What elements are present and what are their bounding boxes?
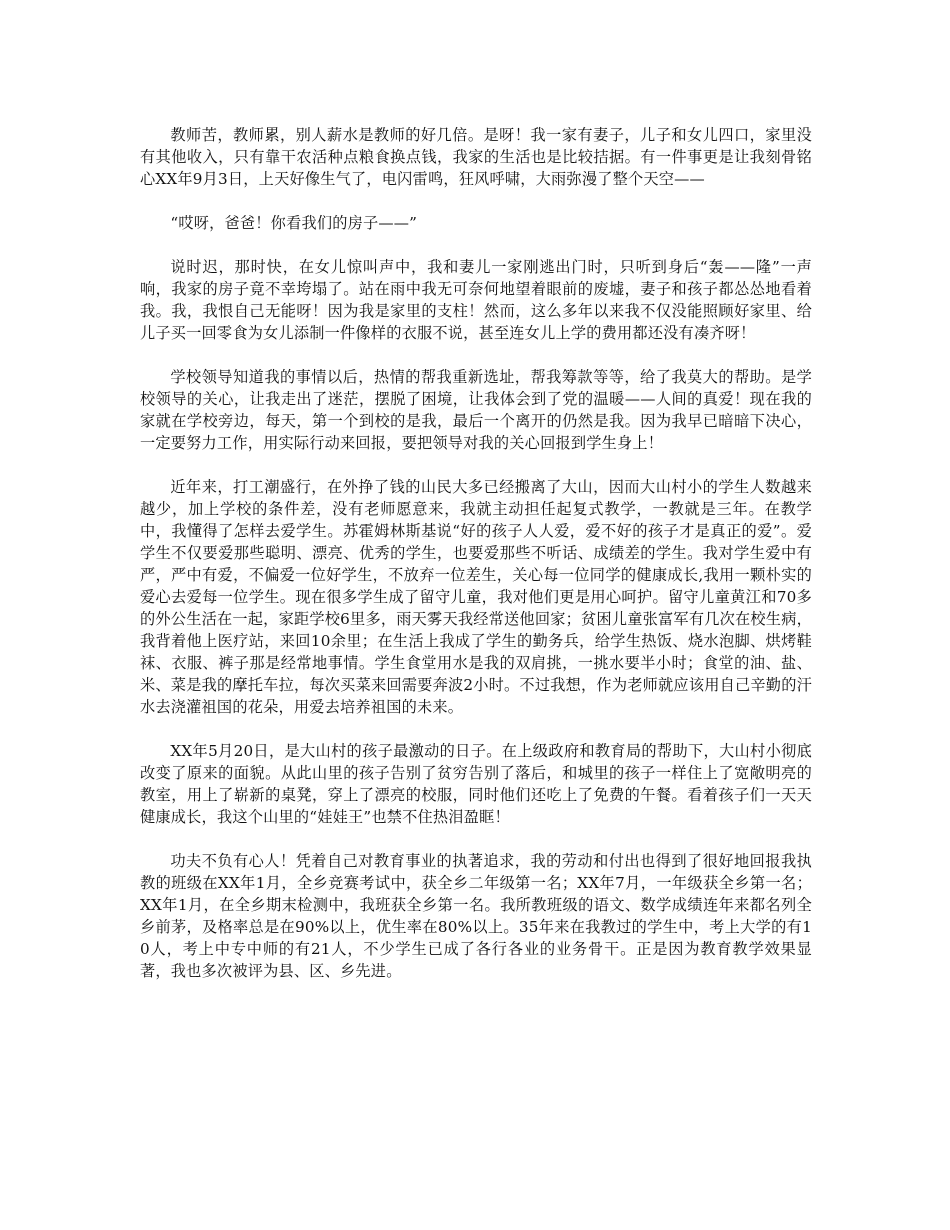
paragraph-teaching-love: 近年来，打工潮盛行，在外挣了钱的山民大多已经搬离了大山，因而大山村小的学生人数越来越少，加上学校的条件差，没有老师愿意来，我就主动担任起复式教学，一教就是三年。在教学中，我懂得了怎样去爱学生。苏霍姆林斯基说“好的孩子人人爱，爱不好的孩子才是真正的爱”。爱学生不仅要爱那些聪明、漂亮、优秀的学生，也要爱那些不听话、成绩差的学生。我对学生爱中有严，严中有爱，不偏爱一位好学生，不放弃一位差生，关心每一位同学的健康成长,我用一颗朴实的爱心去爱每一位学生。现在很多学生成了留守儿童，我对他们更是用心呵护。留守儿童黄江和70多的外公生活在一起，家距学校6里多，雨天雾天我经常送他回家；贫困儿童张富军有几次在校生病，我背着他上医疗站，来回10余里；在生活上我成了学生的勤务兵，给学生热饭、烧水泡脚、烘烤鞋袜、衣服、裤子那是经常地事情。学生食堂用水是我的双肩挑，一挑水要半小时；食堂的油、盐、米、菜是我的摩托车拉，每次买菜来回需要奔波2小时。不过我想，作为老师就应该用自己辛勤的汗水去浇灌祖国的花朵，用爱去培养祖国的未来。 <box>140 478 812 716</box>
paragraph-school-help: 学校领导知道我的事情以后，热情的帮我重新选址，帮我筹款等等，给了我莫大的帮助。是学校领导的关心，让我走出了迷茫，摆脱了困境，让我体会到了党的温暖——人间的真爱！现在我的家就在学校旁边，每天，第一个到校的是我，最后一个离开的仍然是我。因为我早已暗暗下决心，一定要努力工作，用实际行动来回报，要把领导对我的关心回报到学生身上！ <box>140 368 812 452</box>
document-body <box>140 124 812 982</box>
paragraph-intro: 教师苦，教师累，别人薪水是教师的好几倍。是呀！我一家有妻子，儿子和女儿四口，家里没有其他收入，只有靠干农活种点粮食换点钱，我家的生活也是比较拮据。有一件事更是让我刻骨铭心XX年9月3日，上天好像生气了，电闪雷鸣，狂风呼啸，大雨弥漫了整个天空—— <box>140 126 812 188</box>
paragraph-quote: “哎呀，爸爸！你看我们的房子——” <box>170 214 418 232</box>
paragraph-house-collapse: 说时迟，那时快，在女儿惊叫声中，我和妻儿一家刚逃出门时，只听到身后“轰——隆”一声响，我家的房子竟不幸垮塌了。站在雨中我无可奈何地望着眼前的废墟，妻子和孩子都怂怂地看着我。我，我恨自己无能呀！因为我是家里的支柱！然而，这么多年以来我不仅没能照顾好家里、给儿子买一回零食为女儿添制一件像样的衣服不说，甚至连女儿上学的费用都还没有凑齐呀！ <box>140 258 812 342</box>
paragraph-village-change: XX年5月20日，是大山村的孩子最激动的日子。在上级政府和教育局的帮助下，大山村小彻底改变了原来的面貌。从此山里的孩子告别了贫穷告别了落后，和城里的孩子一样住上了宽敞明亮的教室，用上了崭新的桌凳，穿上了漂亮的校服，同时他们还吃上了免费的午餐。看着孩子们一天天健康成长，我这个山里的“娃娃王”也禁不住热泪盈眶！ <box>140 742 812 826</box>
paragraph-achievements: 功夫不负有心人！凭着自己对教育事业的执著追求，我的劳动和付出也得到了很好地回报我执教的班级在XX年1月，全乡竞赛考试中，获全乡二年级第一名；XX年7月，一年级获全乡第一名；XX年1月，在全乡期末检测中，我班获全乡第一名。我所教班级的语文、数学成绩连年来都名列全乡前茅，及格率总是在90%以上，优生率在80%以上。35年来在我教过的学生中，考上大学的有10人，考上中专中师的有21人，不少学生已成了各行各业的业务骨干。正是因为教育教学效果显著，我也多次被评为县、区、乡先进。 <box>140 852 812 980</box>
